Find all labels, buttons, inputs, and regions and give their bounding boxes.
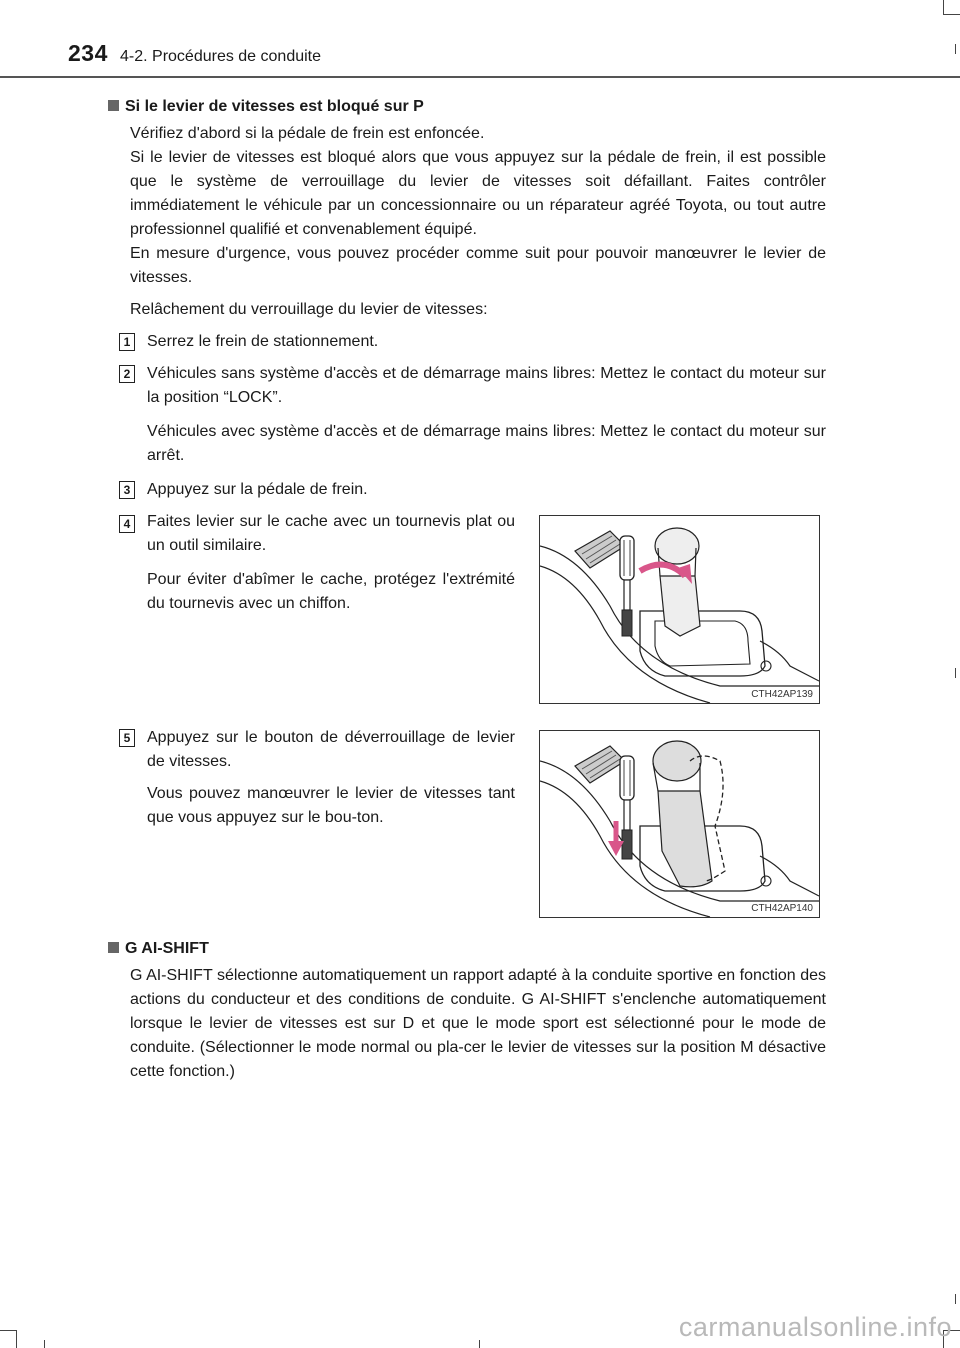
- shift-lock-heading-text: Si le levier de vitesses est bloqué sur P: [125, 98, 424, 115]
- crop-mark: [943, 14, 960, 15]
- step-text: Véhicules sans système d'accès et de démarrage mains libres: Mettez le contact du moteur sur la position “LOCK”.: [147, 365, 826, 406]
- paragraph: Vérifiez d'abord si la pédale de frein est enfoncée.: [130, 125, 485, 142]
- step-number: 4: [119, 515, 135, 533]
- release-button-illustration: [540, 731, 819, 917]
- crop-mark: [479, 1340, 480, 1348]
- shift-lock-intro: [130, 122, 826, 322]
- square-bullet-icon: [108, 100, 119, 111]
- step-text: Appuyez sur le bouton de déverrouillage de levier de vitesses.: [147, 729, 515, 770]
- watermark: carmanualsonline.info: [678, 1312, 952, 1342]
- figure-code: CTH42AP139: [751, 689, 813, 700]
- step-text-note: Pour éviter d'abîmer le cache, protégez l'extrémité du tournevis avec un chiffon.: [147, 571, 515, 612]
- crop-mark: [943, 0, 944, 14]
- crop-mark: [955, 1294, 956, 1304]
- header-rule: [0, 76, 960, 78]
- step-text-note: Vous pouvez manœuvrer le levier de vitesses tant que vous appuyez sur le bou-ton.: [147, 785, 515, 826]
- figure-shift-cover-pry: [539, 515, 820, 704]
- paragraph: Si le levier de vitesses est bloqué alors que vous appuyez sur la pédale de frein, il est possible que le système de verrouillage du levier de vitesses soit défaillant. Faites contrôler immédiatement le véhicule par un concessionnaire ou un réparateur agréé Toyota, ou tout autre professionnel qualifié et convenablement équipé.: [130, 149, 826, 238]
- ai-shift-heading: [108, 938, 209, 960]
- crop-mark: [0, 1330, 16, 1331]
- ai-shift-text: G AI-SHIFT sélectionne automatiquement un rapport adapté à la conduite sportive en fonction des actions du conducteur et des conditions de conduite. G AI-SHIFT s'enclenche automatiquement lorsque le levier de vitesses est sur D et que le mode sport est sélectionné pour le mode de conduite. (Sélectionner le mode normal ou pla-cer le levier de vitesses sur la position M désactive cette fonction.): [130, 967, 826, 1080]
- crop-mark: [44, 1340, 45, 1348]
- section-title: 4-2. Procédures de conduite: [120, 48, 322, 65]
- step-text: Appuyez sur la pédale de frein.: [147, 481, 368, 498]
- step-number: 3: [119, 481, 135, 499]
- page-number: 234: [68, 40, 108, 66]
- crop-mark: [955, 44, 956, 54]
- crop-mark: [16, 1330, 17, 1348]
- ai-shift-heading-text: G AI-SHIFT: [125, 940, 209, 957]
- step-text: Serrez le frein de stationnement.: [147, 333, 379, 350]
- step-number: 2: [119, 365, 135, 383]
- step-text-note: Véhicules avec système d'accès et de démarrage mains libres: Mettez le contact du moteur sur arrêt.: [147, 423, 826, 464]
- step-text: Faites levier sur le cache avec un tournevis plat ou un outil similaire.: [147, 513, 515, 554]
- figure-code: CTH42AP140: [751, 903, 813, 914]
- figure-shift-release-button: [539, 730, 820, 918]
- crop-mark: [955, 668, 956, 678]
- step-number: 1: [119, 333, 135, 351]
- paragraph: Relâchement du verrouillage du levier de vitesses:: [130, 301, 488, 318]
- shift-lock-heading: [108, 96, 424, 118]
- shift-lever-illustration: [540, 516, 819, 703]
- step-number: 5: [119, 729, 135, 747]
- paragraph: En mesure d'urgence, vous pouvez procéder comme suit pour pouvoir manœuvrer le levier de vitesses.: [130, 245, 826, 286]
- square-bullet-icon: [108, 942, 119, 953]
